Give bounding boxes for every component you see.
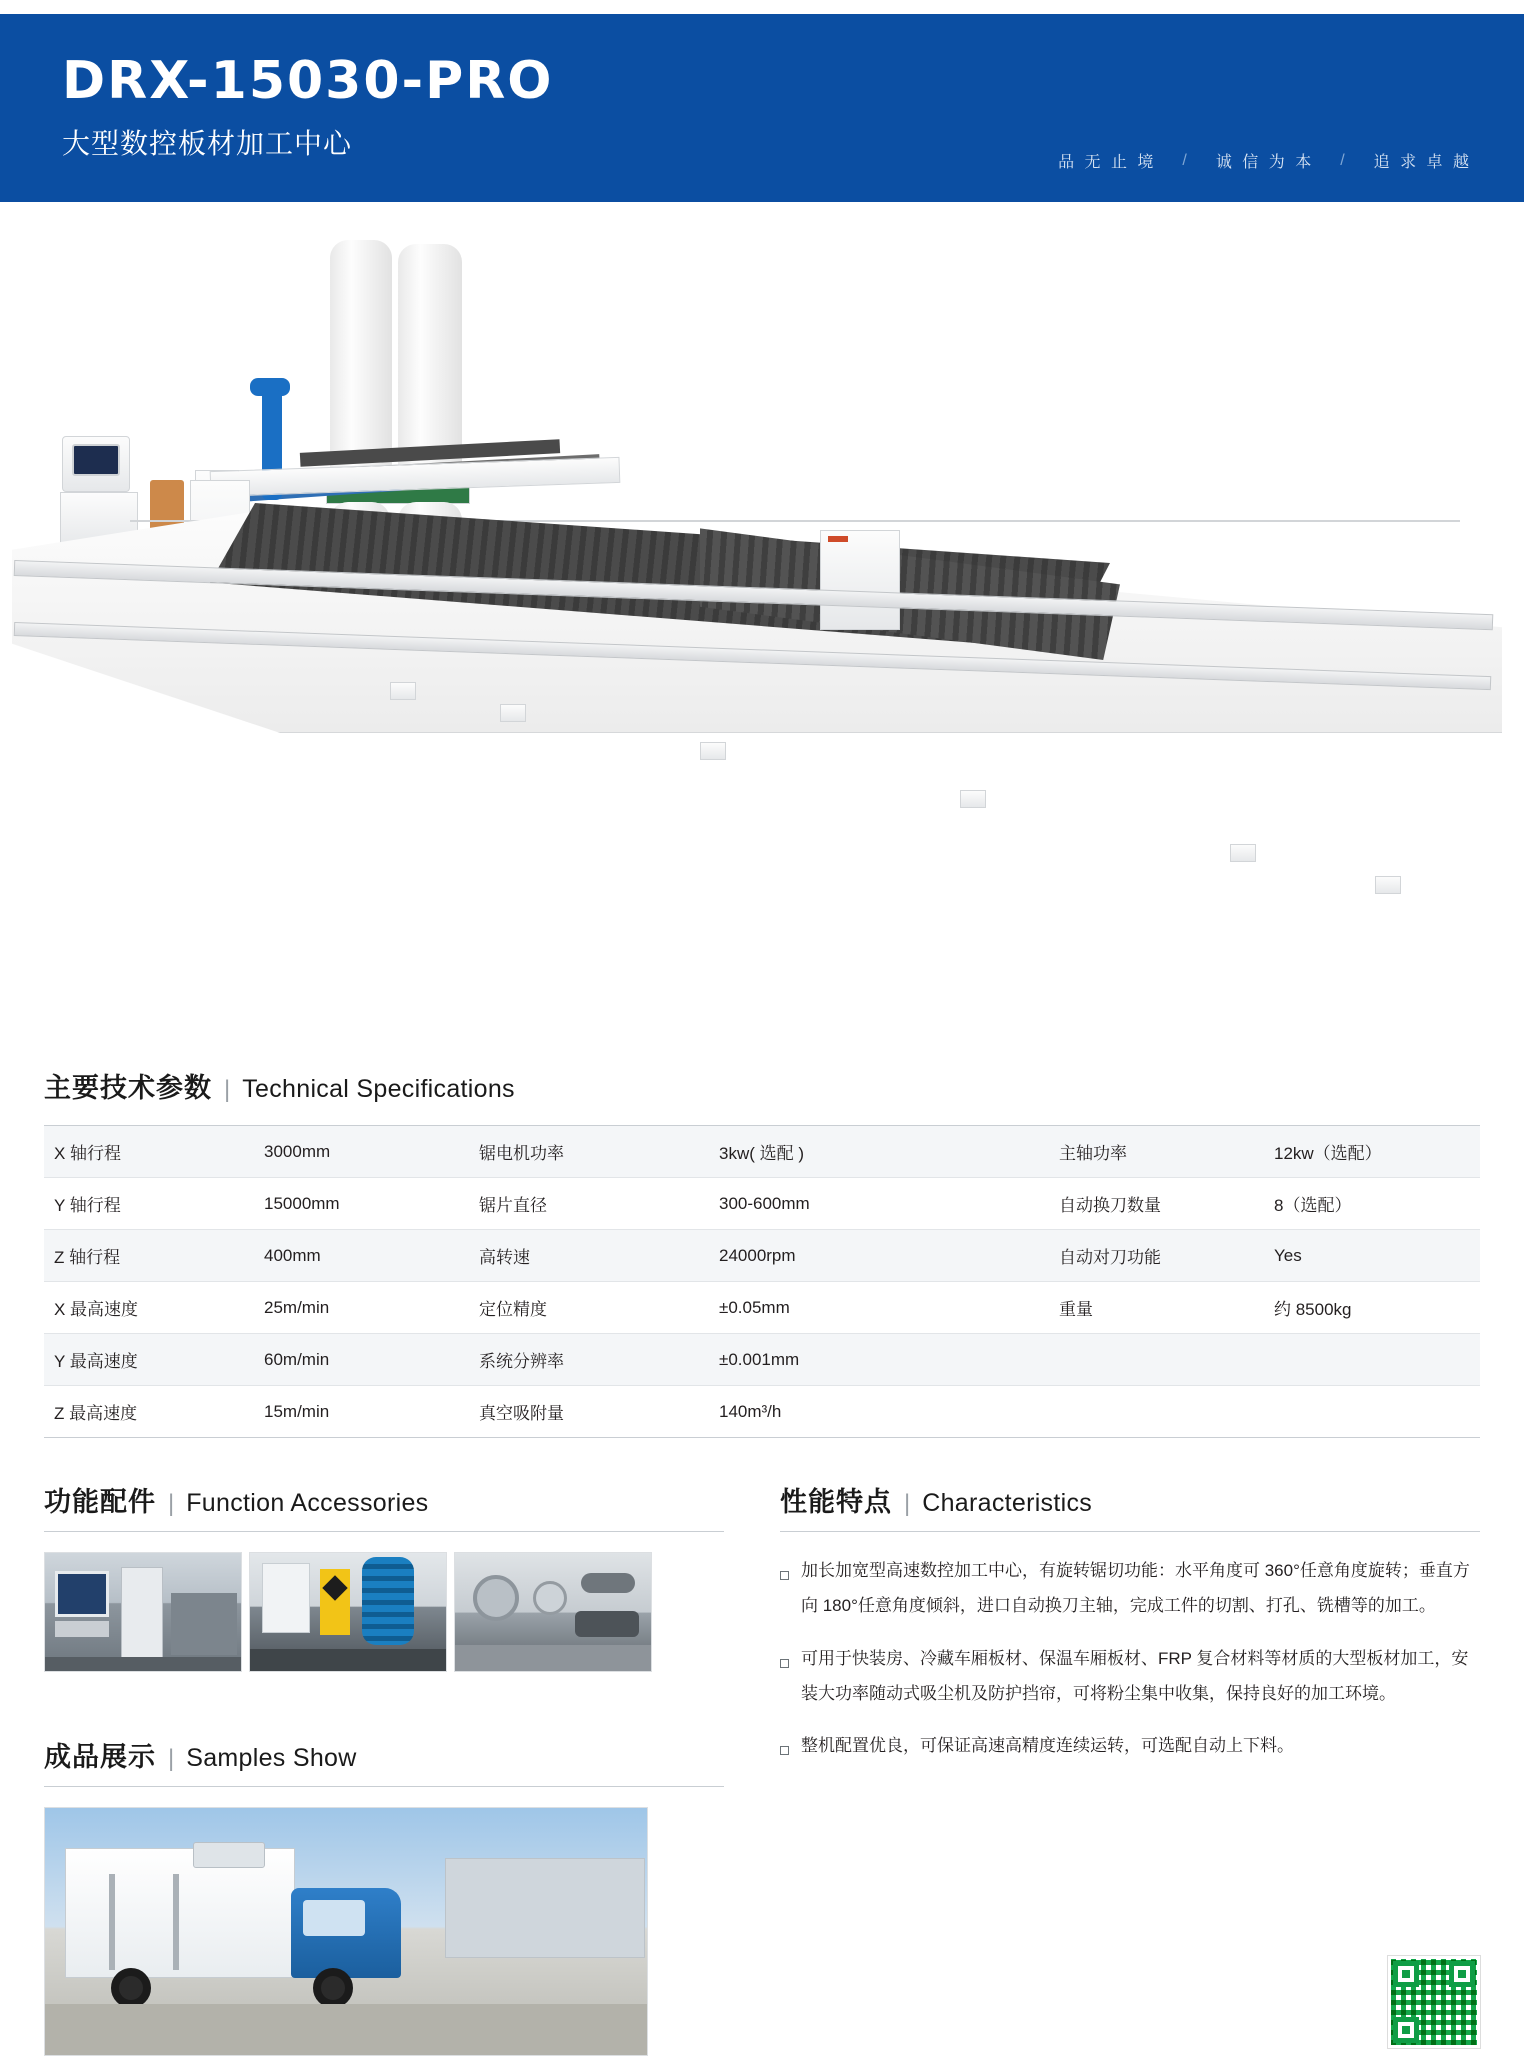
spec-label: 定位精度 — [469, 1282, 709, 1334]
product-hero-image — [0, 230, 1524, 990]
technical-specifications-section — [44, 1066, 1480, 1438]
spec-value: 12kw（选配） — [1264, 1126, 1480, 1178]
list-item — [780, 1729, 1480, 1764]
characteristic-text: 可用于快装房、冷藏车厢板材、保温车厢板材、FRP 复合材料等材质的大型板材加工，安装大功率随动式吸尘机及防护挡帘，可将粉尘集中收集，保持良好的加工环境。 — [801, 1648, 1469, 1703]
spec-value-empty — [1264, 1386, 1480, 1438]
spec-value: 25m/min — [254, 1282, 469, 1334]
samples-title-en: Samples Show — [186, 1744, 357, 1772]
spec-label: Z 最高速度 — [44, 1386, 254, 1438]
spec-label: 自动换刀数量 — [1049, 1178, 1264, 1230]
spec-label: 自动对刀功能 — [1049, 1230, 1264, 1282]
spec-value: Yes — [1264, 1230, 1480, 1282]
header-slogan-group — [1058, 149, 1472, 172]
accessories-heading — [44, 1480, 724, 1519]
specs-title-cn: 主要技术参数 — [44, 1073, 212, 1103]
characteristics-underline — [780, 1531, 1480, 1532]
characteristic-text: 整机配置优良，可保证高速高精度连续运转，可选配自动上下料。 — [801, 1736, 1294, 1756]
table-row — [44, 1126, 1480, 1178]
samples-divider: | — [168, 1745, 175, 1772]
spec-value: 15000mm — [254, 1178, 469, 1230]
list-item — [780, 1554, 1480, 1624]
accessories-divider: | — [168, 1490, 175, 1517]
characteristics-title-cn: 性能特点 — [780, 1487, 892, 1517]
accessories-photo-row — [44, 1552, 724, 1672]
spec-label: Y 最高速度 — [44, 1334, 254, 1386]
spec-label: Y 轴行程 — [44, 1178, 254, 1230]
spec-value: 3000mm — [254, 1126, 469, 1178]
samples-underline — [44, 1786, 724, 1787]
spec-label-empty — [1049, 1334, 1264, 1386]
spec-label: X 最高速度 — [44, 1282, 254, 1334]
slogan-2: 诚 信 为 本 — [1215, 154, 1315, 171]
spec-value: ±0.05mm — [709, 1282, 1049, 1334]
spec-label-empty — [1049, 1386, 1264, 1438]
spec-value: 24000rpm — [709, 1230, 1049, 1282]
page-header — [0, 14, 1524, 202]
slogan-separator-1: / — [1182, 151, 1190, 169]
spec-label: X 轴行程 — [44, 1126, 254, 1178]
spec-value: 15m/min — [254, 1386, 469, 1438]
spec-label: 锯电机功率 — [469, 1126, 709, 1178]
spec-value: ±0.001mm — [709, 1334, 1049, 1386]
accessory-photo-tools — [454, 1552, 652, 1672]
spec-label: 真空吸附量 — [469, 1386, 709, 1438]
spec-value: 8（选配） — [1264, 1178, 1480, 1230]
table-row — [44, 1178, 1480, 1230]
table-row — [44, 1386, 1480, 1438]
spec-value: 3kw( 选配 ) — [709, 1126, 1049, 1178]
samples-show-section — [44, 1735, 724, 2056]
spec-label: 高转速 — [469, 1230, 709, 1282]
list-item — [780, 1642, 1480, 1712]
spec-label: 锯片直径 — [469, 1178, 709, 1230]
specs-divider: | — [224, 1076, 231, 1103]
accessories-title-cn: 功能配件 — [44, 1487, 156, 1517]
characteristics-divider: | — [904, 1490, 911, 1517]
bullet-square-icon — [780, 1571, 789, 1580]
spec-value: 60m/min — [254, 1334, 469, 1386]
characteristic-text: 加长加宽型高速数控加工中心，有旋转锯切功能：水平角度可 360°任意角度旋转；垂直方向 180°任意角度倾斜，进口自动换刀主轴，完成工件的切割、打孔、铣槽等的加工。 — [801, 1561, 1470, 1615]
characteristics-heading — [780, 1480, 1480, 1519]
spec-value: 300-600mm — [709, 1178, 1049, 1230]
table-row — [44, 1230, 1480, 1282]
accessories-underline — [44, 1531, 724, 1532]
header-text-block — [0, 50, 554, 163]
spec-label: 主轴功率 — [1049, 1126, 1264, 1178]
page-title: DRX-15030-PRO — [62, 50, 554, 111]
sample-photo-refrigerated-truck — [44, 1807, 648, 2056]
characteristics-list — [780, 1554, 1480, 1764]
specs-heading — [44, 1066, 1480, 1105]
spec-label: 系统分辨率 — [469, 1334, 709, 1386]
specs-table — [44, 1125, 1480, 1438]
characteristics-title-en: Characteristics — [922, 1489, 1093, 1517]
slogan-separator-2: / — [1340, 151, 1348, 169]
table-row — [44, 1334, 1480, 1386]
table-row — [44, 1282, 1480, 1334]
spec-label: Z 轴行程 — [44, 1230, 254, 1282]
accessory-photo-spindle — [249, 1552, 447, 1672]
accessory-photo-control-panel — [44, 1552, 242, 1672]
slogan-1: 品 无 止 境 — [1058, 154, 1157, 171]
samples-title-cn: 成品展示 — [44, 1742, 156, 1772]
characteristics-section — [780, 1480, 1480, 1782]
slogan-3: 追 求 卓 越 — [1373, 154, 1472, 171]
spec-label: 重量 — [1049, 1282, 1264, 1334]
accessories-title-en: Function Accessories — [186, 1489, 429, 1517]
spec-value-empty — [1264, 1334, 1480, 1386]
spec-value: 约 8500kg — [1264, 1282, 1480, 1334]
qr-code-icon — [1388, 1956, 1480, 2048]
function-accessories-section — [44, 1480, 724, 1672]
spec-value: 400mm — [254, 1230, 469, 1282]
page-subtitle: 大型数控板材加工中心 — [62, 128, 353, 160]
bullet-square-icon — [780, 1746, 789, 1755]
spec-value: 140m³/h — [709, 1386, 1049, 1438]
specs-title-en: Technical Specifications — [242, 1075, 515, 1103]
samples-heading — [44, 1735, 724, 1774]
bullet-square-icon — [780, 1659, 789, 1668]
